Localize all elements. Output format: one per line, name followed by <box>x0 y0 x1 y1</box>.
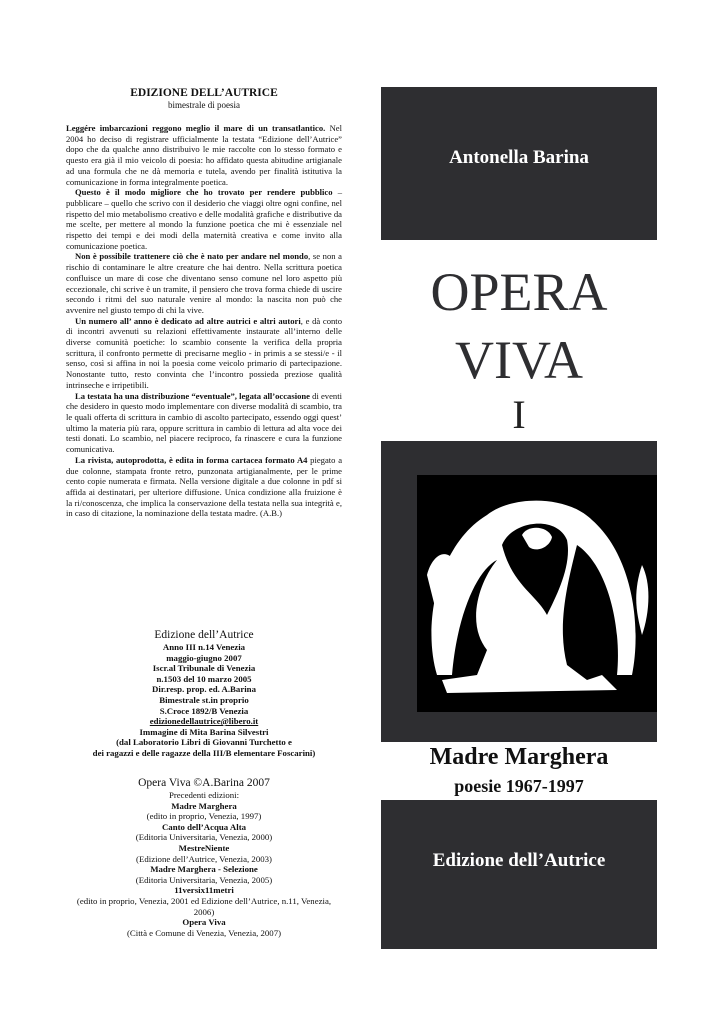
publisher-panel <box>381 800 657 949</box>
imprint-block <box>66 629 342 759</box>
image-credit: dei ragazzi e delle ragazze della III/B elementare Foscarini) <box>92 747 316 758</box>
paragraph: Un numero all’ anno è dedicato ad altre autrici e altri autori, e dà conto di incontri avvenuti su relazioni effettivamente instaurate all’interno delle diverse comunità poetiche: lo scambio consente la verifica della propria scrittura, il confronto permette di precisarne meglio - in primis a se stessi/e - il senso, così si affina in noi la poesia come veicolo primario di partecipazione. Nonostante tutto, resto convinta che l’incontro possieda preziose qualità intrinseche e irripetibili. <box>66 315 342 390</box>
edition-detail: (edito in proprio, Venezia, 2001 ed Edizione dell’Autrice, n.11, Venezia, 2006) <box>76 895 332 917</box>
email-link[interactable]: edizionedellautrice@libero.it <box>149 716 259 727</box>
edition-name: Madre Marghera - Selezione <box>150 864 258 875</box>
cover-artwork <box>417 475 657 712</box>
paragraph: La rivista, autoprodotta, è edita in forma cartacea formato A4 piegato a due colonne, stampata fronte retro, punzonata artigianalmente, per le prime cento copie numerata e firmata. Nella versione digitale a due colonne in pdf si affida ai destinatari, per ulteriore diffusione. Unica condizione alla fruizione è la ri/conoscenza, che implica la conservazione della testata nella sua integrità e, in caso di citazione, la nominazione della testata madre. (A.B.) <box>66 454 343 519</box>
edition-detail: (Editoria Universitaria, Venezia, 2005) <box>135 874 273 885</box>
book-title: Madre Marghera <box>429 744 609 770</box>
paragraph: Questo è il modo migliore che ho trovato per rendere pubblico – pubblicare – quello che scrivo con il desiderio che viaggi oltre ogni confine, nel rispetto del mio metabolismo creativo e delle modalità grafiche e distributive da me scelte, per mettere al mondo la funzione poetica che mi è essenziale nel rispetto dei tempi e dei modi della maternità creativa e come invito alla comunicazione poetica. <box>66 187 342 251</box>
edition-detail: (Editoria Universitaria, Venezia, 2000) <box>135 832 273 843</box>
imprint-line: Anno III n.14 Venezia <box>162 642 246 652</box>
edition-name: Madre Marghera <box>171 800 237 811</box>
paragraph: La testata ha una distribuzione “eventuale”, legata all’occasione di eventi che desidero in questo modo implementare con diverse modalità di scambio, tra le quali offerta di scrittura in cambio di ascolto partecipato, essendo oggi quest’ ultimo la materia più rara, oppure scrittura in cambio di lettura ad alta voce dei testi donati. Lo scambio, nel piacere reciproco, fa rinascere e cura la funzione comunicativa. <box>66 390 342 455</box>
edition-name: MestreNiente <box>178 842 230 853</box>
previous-label: Precedenti edizioni: <box>168 790 240 800</box>
imprint-line: Iscr.al Tribunale di Venezia <box>152 663 256 674</box>
imprint-line: S.Croce 1892/B Venezia <box>159 705 249 716</box>
paragraph: Leggére imbarcazioni reggono meglio il mare di un transatlantico. Nel 2004 ho deciso di registrare ufficialmente la testata “Edizione dell’Autrice” dopo che da qualche anno distribuivo le mie raccolte con lo stesso formato e questo era già il mio veicolo di poesia: ho affidato questa abitudine artigianale ad una formula che ne dà memoria e tutela, avendo per finalità istitutiva la comunicazione in forma integralmente poetica. <box>66 123 342 187</box>
masthead-subtitle: bimestrale di poesia <box>168 100 240 110</box>
imprint-title: Edizione dell’Autrice <box>154 629 254 641</box>
editorial-body <box>66 123 342 519</box>
edition-detail: (edito in proprio, Venezia, 1997) <box>146 811 262 822</box>
masthead-title: EDIZIONE DELL’AUTRICE <box>130 87 278 99</box>
edition-detail: (Città e Comune di Venezia, Venezia, 2007) <box>126 927 282 938</box>
imprint-line: Dir.resp. prop. ed. A.Barina <box>152 684 256 695</box>
edition-name: 11versix11metri <box>174 885 234 896</box>
previous-editions <box>66 777 342 938</box>
imprint-line: Bimestrale st.in proprio <box>159 694 249 705</box>
image-credit: (dal Laboratorio Libri di Giovanni Turchetto e <box>116 737 292 748</box>
imprint-line: n.1503 del 10 marzo 2005 <box>156 673 252 684</box>
paragraph: Non è possibile trattenere ciò che è nato per andare nel mondo, se non a rischio di contaminare le altre creature che hai dentro. Nella scrittura poetica confluisce un mare di cose che diventano senso comune nel loro aspetto più eccezionale, chi scrive è un tramite, il pensiero che trova forma chiede di uscire secondo i ritmi del suo naturale venire al mondo: la nascita non può che avvenire nel giusto tempo di chi la vive. <box>66 251 342 315</box>
cover-title-line1: OPERA <box>430 262 608 322</box>
edition-detail: (Edizione dell’Autrice, Venezia, 2003) <box>136 853 272 864</box>
editorial-column <box>66 87 342 519</box>
cover-title-line2: VIVA <box>454 330 583 390</box>
edition-name: Canto dell’Acqua Alta <box>161 821 247 832</box>
book-subtitle: poesie 1967-1997 <box>454 776 584 796</box>
image-credit: Immagine di Mita Barina Silvestri <box>139 726 269 737</box>
artwork-figure-icon <box>417 475 657 712</box>
author-name: Antonella Barina <box>449 147 589 168</box>
edition-name: Opera Viva <box>182 917 226 928</box>
publisher-name: Edizione dell’Autrice <box>432 850 606 871</box>
imprint-line: maggio-giugno 2007 <box>166 652 242 663</box>
copyright-title: Opera Viva ©A.Barina 2007 <box>138 777 270 789</box>
volume-number: I <box>512 392 526 437</box>
